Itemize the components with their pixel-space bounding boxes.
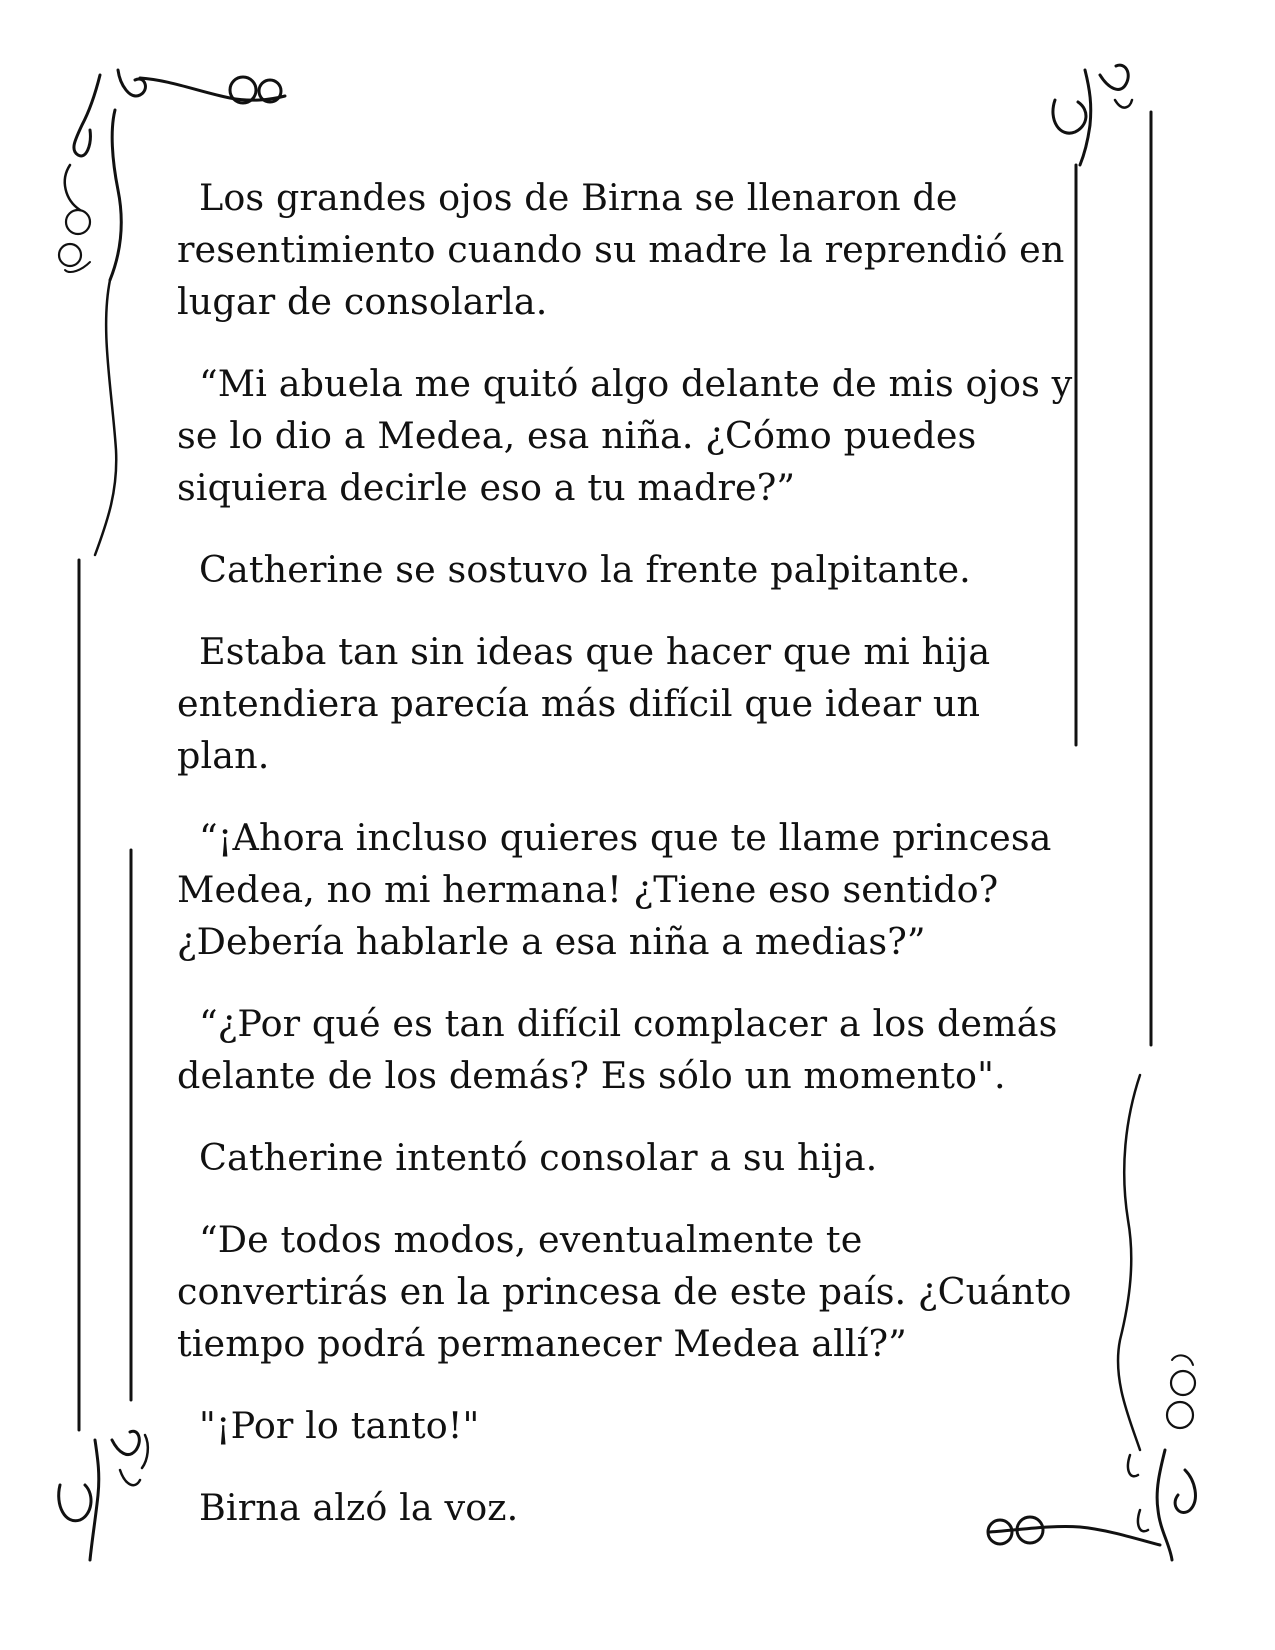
paragraph: Catherine se sostuvo la frente palpitante.	[199, 548, 971, 591]
paragraph: “¡Ahora incluso quieres que te llame princesa Medea, no mi hermana! ¿Tiene eso sentido? ¿Debería hablarle a esa niña a medias?”	[177, 816, 1052, 963]
paragraph: Los grandes ojos de Birna se llenaron de resentimiento cuando su madre la reprendió en lugar de consolarla.	[177, 176, 1065, 323]
paragraph: "¡Por lo tanto!"	[199, 1404, 480, 1447]
paragraph: Estaba tan sin ideas que hacer que mi hija entendiera parecía más difícil que idear un plan.	[177, 630, 991, 777]
paragraph: “¿Por qué es tan difícil complacer a los demás delante de los demás? Es sólo un momento".	[177, 1002, 1058, 1097]
bottom-left-flourish-icon	[59, 1431, 148, 1560]
paragraph: Birna alzó la voz.	[199, 1486, 519, 1529]
story-text	[177, 172, 1097, 1564]
top-right-flourish-icon	[1053, 65, 1132, 165]
paragraph: Catherine intentó consolar a su hija.	[199, 1136, 878, 1179]
paragraph: “De todos modos, eventualmente te convertirás en la princesa de este país. ¿Cuánto tiempo podrá permanecer Medea allí?”	[177, 1218, 1072, 1365]
paragraph: “Mi abuela me quitó algo delante de mis ojos y se lo dio a Medea, esa niña. ¿Cómo puedes siquiera decirle eso a tu madre?”	[177, 362, 1073, 509]
